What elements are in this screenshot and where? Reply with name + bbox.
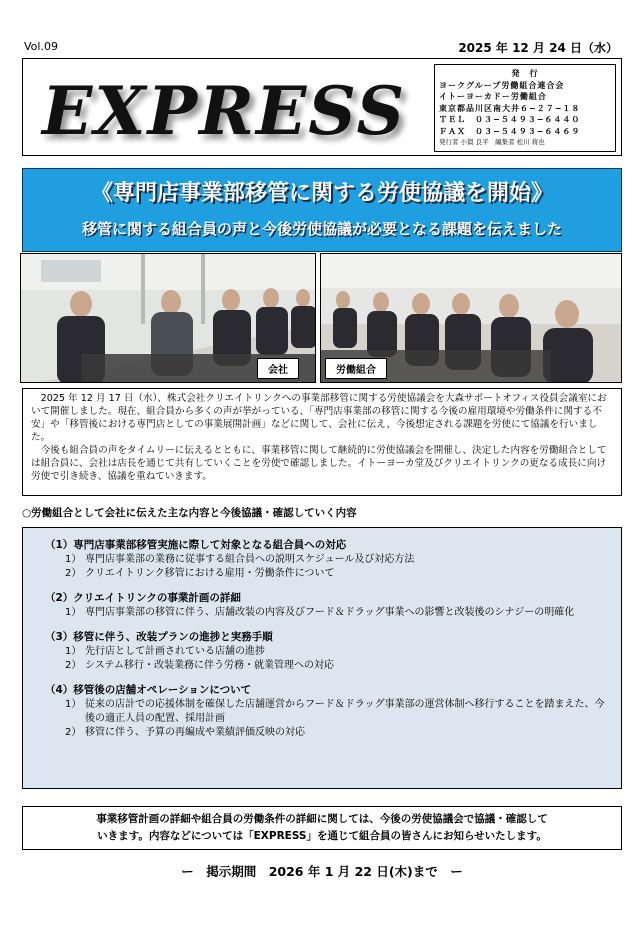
point-item-text: システム移行・改装業務に伴う労務・就業管理への対応: [85, 660, 334, 671]
point-item: [37, 698, 607, 726]
point-section: [37, 630, 607, 673]
point-section-title: （1）専門店事業部移管実施に際して対象となる組合員への対応: [45, 539, 347, 551]
point-item-text: クリエイトリンク移管における雇用・労働条件について: [85, 568, 335, 579]
point-item-number: 1）: [65, 554, 82, 565]
union-photo: [320, 253, 622, 383]
point-item-text: 専門店事業部の業務に従事する組合員への説明スケジュール及び対応方法: [85, 554, 415, 565]
union-caption: 労働組合: [325, 358, 387, 379]
point-item-number: 2）: [65, 727, 82, 738]
point-item-text: 移管に伴う、予算の再編成や業績評価反映の対応: [85, 727, 305, 738]
point-item: [37, 726, 607, 740]
notice-line-1: 事業移管計画の詳細や組合員の労働条件の詳細に関しては、今後の労使協議会で協議・確認して: [96, 813, 548, 825]
headline-subtitle: 移管に関する組合員の声と今後労使協議が必要となる課題を伝えました: [81, 220, 562, 238]
point-item-number: 1）: [65, 607, 82, 618]
company-photo: [20, 253, 316, 383]
publisher-label: 発 行: [511, 69, 539, 78]
point-section: [37, 683, 607, 740]
article-paragraph-1: 2025 年 12 月 17 日（水）、株式会社クリエイトリンクへの事業部移管に関する労使協議会を大森サポートオフィス役員会議室において開催しました。現在、組合員から多くの声が挙がっている、「専門店事業部の移管に関する今後の雇用環境や労働条件に関する不安」や「移管後における専門店としての事業展開計画」などに関して、会社に伝え、今後想定される課題を労使にて協議を行いました。: [31, 393, 607, 443]
publisher-fax: ＦＡＸ ０３−５４９３−６４６９: [439, 126, 581, 136]
notice-line-2: いきます。内容などについては「EXPRESS」を通じて組合員の皆さんにお知らせいたします。: [97, 830, 547, 842]
point-item-number: 1）: [65, 646, 82, 657]
point-item: [37, 553, 607, 567]
issue-date: 2025 年 12 月 24 日（水）: [458, 41, 618, 55]
posting-period: ー 掲示期間 2026 年 1 月 22 日(木)まで ー: [181, 864, 463, 879]
volume-number: Vol.09: [24, 40, 58, 53]
point-item: [37, 567, 607, 581]
point-item-text: 従来の店計での応援体制を確保した店舗運営からフード＆ドラッグ事業部の運営体制へ移行することを踏まえた、今後の適正人員の配置、採用計画: [85, 699, 605, 724]
publisher-org1: ヨークグループ労働組合連合会: [439, 80, 565, 90]
publisher-tel: ＴＥＬ ０３−５４９３−６４４０: [439, 115, 581, 124]
point-item: [37, 659, 607, 673]
point-section: [37, 538, 607, 581]
point-section-title: （2）クリエイトリンクの事業計画の詳細: [45, 592, 241, 604]
points-heading: ○労働組合として会社に伝えた主な内容と今後協議・確認していく内容: [22, 507, 357, 519]
notice-box: [22, 806, 622, 850]
points-box: [22, 527, 622, 789]
publisher-box: [434, 64, 616, 152]
point-item-text: 専門店事業部の移管に伴う、店舗改装の内容及びフード＆ドラッグ事業への影響と改装後のシナジーの明確化: [85, 607, 575, 618]
publisher-address: 東京都品川区南大井６−２７−１８: [439, 103, 581, 113]
point-section: [37, 591, 607, 620]
publisher-org2: イトーヨーカドー労働組合: [439, 92, 547, 101]
point-item: [37, 606, 607, 620]
point-item-number: 2）: [65, 568, 82, 579]
company-caption: 会社: [257, 358, 299, 379]
point-item-text: 先行店として計画されている店舗の進捗: [85, 646, 265, 657]
point-item-number: 1）: [65, 699, 82, 710]
point-section-title: （4）移管後の店舗オペレーションについて: [45, 684, 252, 696]
publisher-staff: 発行者 小賢 良平 編集者 松川 将也: [439, 138, 545, 146]
point-item: [37, 645, 607, 659]
point-section-title: （3）移管に伴う、改装プランの進捗と実務手順: [45, 631, 273, 643]
express-logo: EXPRESS: [42, 72, 407, 150]
point-item-number: 2）: [65, 660, 82, 671]
article-paragraph-2: 今後も組合員の声をタイムリーに伝えるとともに、事業移管に関して継続的に労使協議会を開催し、決定した内容を労働組合としては組合員に、会社は店長を通じて共有していくことを労使で確認しました。イトーヨーカ堂及びクリエイトリンクの更なる成長に向け労使で引き続き、協議を重ねていきます。: [31, 445, 607, 482]
headline-title: 《専門店事業部移管に関する労使協議を開始》: [90, 181, 553, 206]
article-body: [22, 388, 622, 496]
